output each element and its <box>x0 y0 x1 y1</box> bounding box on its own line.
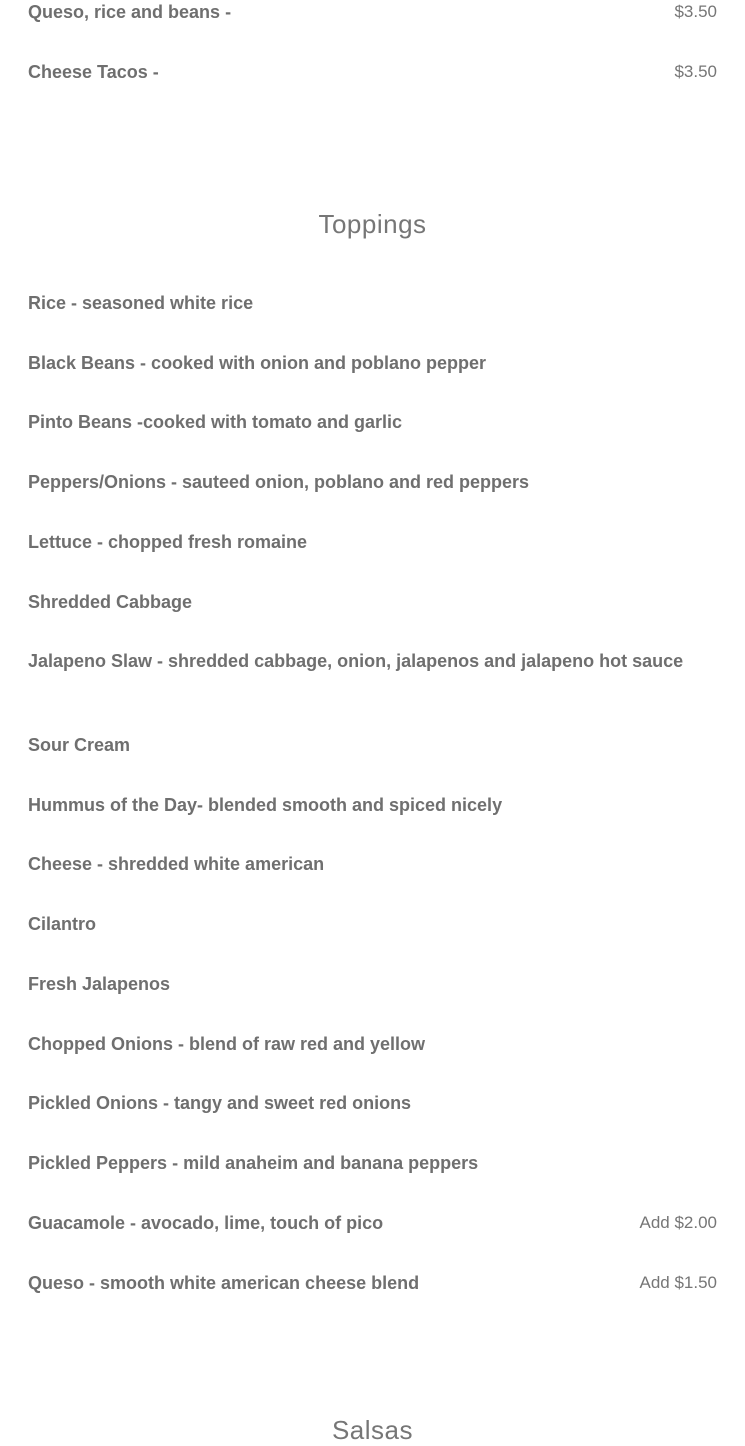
menu-item <box>28 351 717 375</box>
menu-item <box>28 590 717 614</box>
menu-item-name: Queso, rice and beans - <box>28 2 232 22</box>
menu-item-name: Fresh Jalapenos <box>28 974 171 994</box>
menu-item <box>28 470 717 494</box>
menu-item-name: Sour Cream <box>28 735 131 755</box>
menu-item <box>28 912 717 936</box>
menu-item <box>28 60 717 84</box>
menu-item-price: Add $1.50 <box>639 1273 717 1292</box>
menu-item-name: Guacamole - avocado, lime, touch of pico <box>28 1213 384 1233</box>
menu-item-name: Cheese Tacos - <box>28 62 159 82</box>
menu-item-name: Queso - smooth white american cheese blend <box>28 1273 420 1293</box>
menu-item <box>28 0 717 24</box>
menu-item-name: Lettuce - chopped fresh romaine <box>28 532 308 552</box>
menu-item-name: Shredded Cabbage <box>28 592 193 612</box>
menu-item-name: Cheese - shredded white american <box>28 854 325 874</box>
menu-item-name: Peppers/Onions - sauteed onion, poblano and red peppers <box>28 472 530 492</box>
menu-item <box>28 649 717 673</box>
menu-item-name: Hummus of the Day- blended smooth and spiced nicely <box>28 795 503 815</box>
menu-item-price: Add $2.00 <box>639 1213 717 1232</box>
menu-item-name: Cilantro <box>28 914 97 934</box>
menu-item-name: Pickled Peppers - mild anaheim and banana peppers <box>28 1153 479 1173</box>
menu-item <box>28 291 717 315</box>
menu-item-name: Pinto Beans -cooked with tomato and garlic <box>28 412 403 432</box>
menu-item <box>28 1032 717 1056</box>
menu-item-price: $3.50 <box>674 2 717 21</box>
section-title-toppings: Toppings <box>318 209 427 239</box>
menu-item <box>28 410 717 434</box>
menu-item-name: Rice - seasoned white rice <box>28 293 254 313</box>
menu-item-name: Chopped Onions - blend of raw red and yellow <box>28 1034 426 1054</box>
menu-item-name: Pickled Onions - tangy and sweet red onions <box>28 1093 412 1113</box>
menu-item <box>28 793 717 817</box>
menu-item-name: Jalapeno Slaw - shredded cabbage, onion, jalapenos and jalapeno hot sauce <box>28 651 684 671</box>
menu-item-price: $3.50 <box>674 62 717 81</box>
menu-item <box>28 530 717 554</box>
menu-item <box>28 1271 717 1295</box>
menu-item <box>28 1091 717 1115</box>
menu-item <box>28 972 717 996</box>
menu-item <box>28 733 717 757</box>
menu-item-name: Black Beans - cooked with onion and poblano pepper <box>28 353 487 373</box>
menu-item <box>28 1151 717 1175</box>
section-title-salsas: Salsas <box>331 1415 414 1445</box>
menu-item <box>28 852 717 876</box>
menu-item <box>28 1211 717 1235</box>
